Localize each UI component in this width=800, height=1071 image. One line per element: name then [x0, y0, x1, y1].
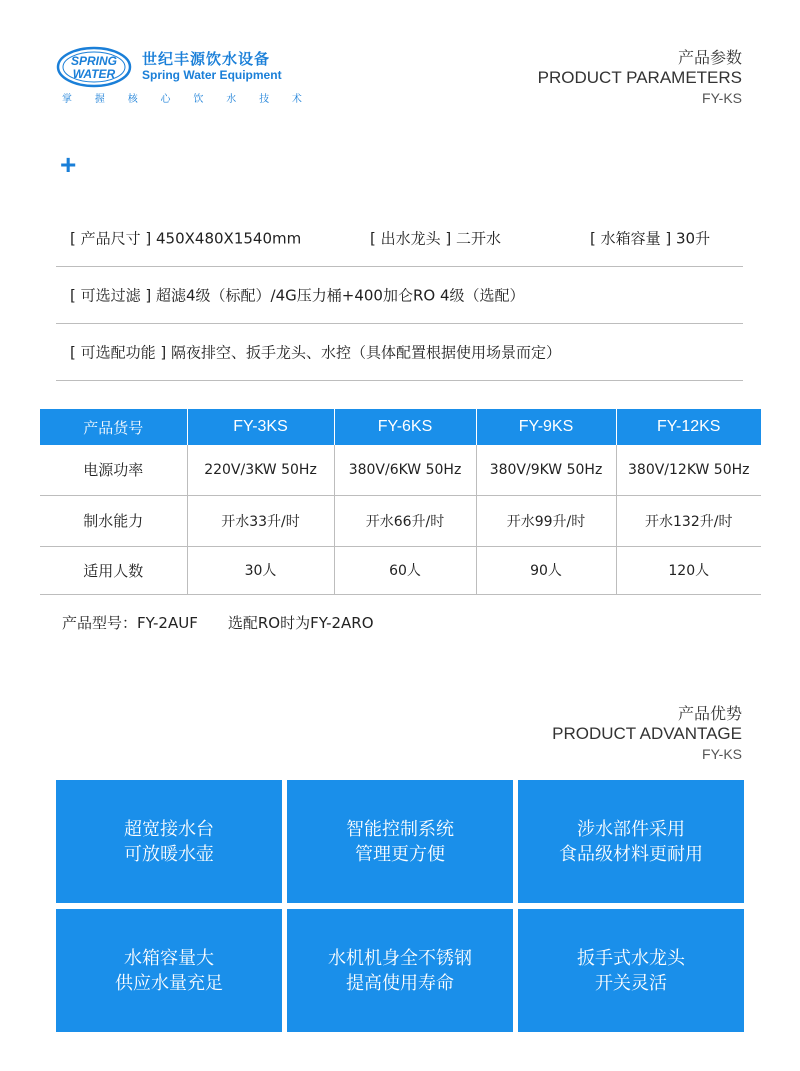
- spec-faucet: [ 出水龙头 ] 二开水: [370, 229, 502, 248]
- table-cell: 开水132升/时: [616, 495, 761, 546]
- table-header-row: [40, 409, 761, 445]
- model-note: [62, 612, 374, 633]
- table-cell: 380V/6KW 50Hz: [334, 445, 476, 495]
- brand-name-en: Spring Water Equipment: [142, 68, 282, 82]
- advantage-line1: 水机机身全不锈钢: [328, 947, 472, 969]
- advantage-tile: [56, 909, 282, 1032]
- advantage-header: [552, 704, 742, 764]
- parameters-title-cn: 产品参数: [677, 48, 742, 67]
- plus-icon: +: [60, 149, 77, 180]
- advantage-line2: 管理更方便: [355, 843, 445, 865]
- advantage-tile: [287, 909, 513, 1032]
- table-row-label: 电源功率: [40, 445, 187, 495]
- slogan-char: 核: [127, 94, 138, 105]
- slogan-char: 饮: [193, 94, 204, 105]
- spec-row-functions: [56, 324, 743, 381]
- slogan-char: 握: [94, 94, 105, 105]
- spec-row-filter: [56, 267, 743, 324]
- table-cell: 220V/3KW 50Hz: [187, 445, 334, 495]
- table-row: [40, 495, 761, 546]
- spec-functions: [ 可选配功能 ] 隔夜排空、扳手龙头、水控（具体配置根据使用场景而定）: [70, 343, 562, 362]
- table-cell: 30人: [187, 546, 334, 594]
- slogan-char: 心: [160, 94, 171, 105]
- table-cell: 120人: [616, 546, 761, 594]
- advantage-tile: [287, 780, 513, 903]
- model-number: 产品型号：FY-2AUF: [62, 614, 198, 632]
- advantage-title-en: PRODUCT ADVANTAGE: [552, 724, 742, 743]
- ro-model-number: 选配RO时为FY-2ARO: [227, 614, 374, 632]
- spec-row-basic: [56, 210, 743, 267]
- table-row: [40, 445, 761, 495]
- spec-filter: [ 可选过滤 ] 超滤4级（标配）/4G压力桶+400加仑RO 4级（选配）: [70, 286, 525, 305]
- advantage-line2: 可放暖水壶: [124, 843, 214, 865]
- advantage-line1: 水箱容量大: [124, 947, 214, 969]
- table-header-cell: 产品货号: [40, 409, 187, 445]
- advantage-tile: [56, 780, 282, 903]
- slogan-char: 术: [291, 94, 302, 105]
- table-header-cell: FY-6KS: [334, 409, 476, 445]
- table-cell: 90人: [476, 546, 616, 594]
- logo-badge-line2: WATER: [72, 67, 116, 81]
- brand-name-cn: 世纪丰源饮水设备: [142, 50, 271, 68]
- advantage-line1: 智能控制系统: [346, 818, 454, 840]
- parameters-model-code: FY-KS: [702, 90, 742, 106]
- parameters-title-en: PRODUCT PARAMETERS: [537, 68, 742, 87]
- table-header-cell: FY-9KS: [476, 409, 616, 445]
- table-cell: 380V/9KW 50Hz: [476, 445, 616, 495]
- table-cell: 开水99升/时: [476, 495, 616, 546]
- slogan-char: 技: [259, 94, 270, 105]
- spec-size: [ 产品尺寸 ] 450X480X1540mm: [70, 229, 302, 248]
- advantage-line2: 供应水量充足: [115, 972, 223, 994]
- advantage-line2: 开关灵活: [595, 972, 667, 994]
- spec-tank: [ 水箱容量 ] 30升: [590, 229, 711, 248]
- parameters-header: [538, 48, 742, 108]
- table-cell: 开水33升/时: [187, 495, 334, 546]
- brand-slogan: [62, 90, 302, 105]
- advantage-title-cn: 产品优势: [677, 704, 742, 723]
- table-row-label: 制水能力: [40, 495, 187, 546]
- table-cell: 380V/12KW 50Hz: [616, 445, 761, 495]
- parameters-table: [40, 409, 761, 595]
- advantage-line1: 超宽接水台: [124, 818, 214, 840]
- advantage-tile: [518, 909, 744, 1032]
- table-header-cell: FY-3KS: [187, 409, 334, 445]
- advantage-line2: 食品级材料更耐用: [559, 843, 703, 865]
- logo-badge-line1: SPRING: [70, 54, 118, 68]
- table-cell: 60人: [334, 546, 476, 594]
- slogan-char: 水: [226, 94, 237, 105]
- table-header-cell: FY-12KS: [616, 409, 761, 445]
- slogan-char: 掌: [62, 94, 72, 105]
- advantage-line1: 涉水部件采用: [577, 818, 685, 840]
- table-cell: 开水66升/时: [334, 495, 476, 546]
- advantage-line2: 提高使用寿命: [346, 972, 454, 994]
- advantage-line1: 扳手式水龙头: [577, 947, 685, 969]
- advantage-tile: [518, 780, 744, 903]
- spring-water-logo-icon: [56, 46, 132, 88]
- advantage-model-code: FY-KS: [702, 746, 742, 762]
- table-row-label: 适用人数: [40, 546, 187, 594]
- brand-logo: [56, 46, 316, 106]
- table-row: [40, 546, 761, 594]
